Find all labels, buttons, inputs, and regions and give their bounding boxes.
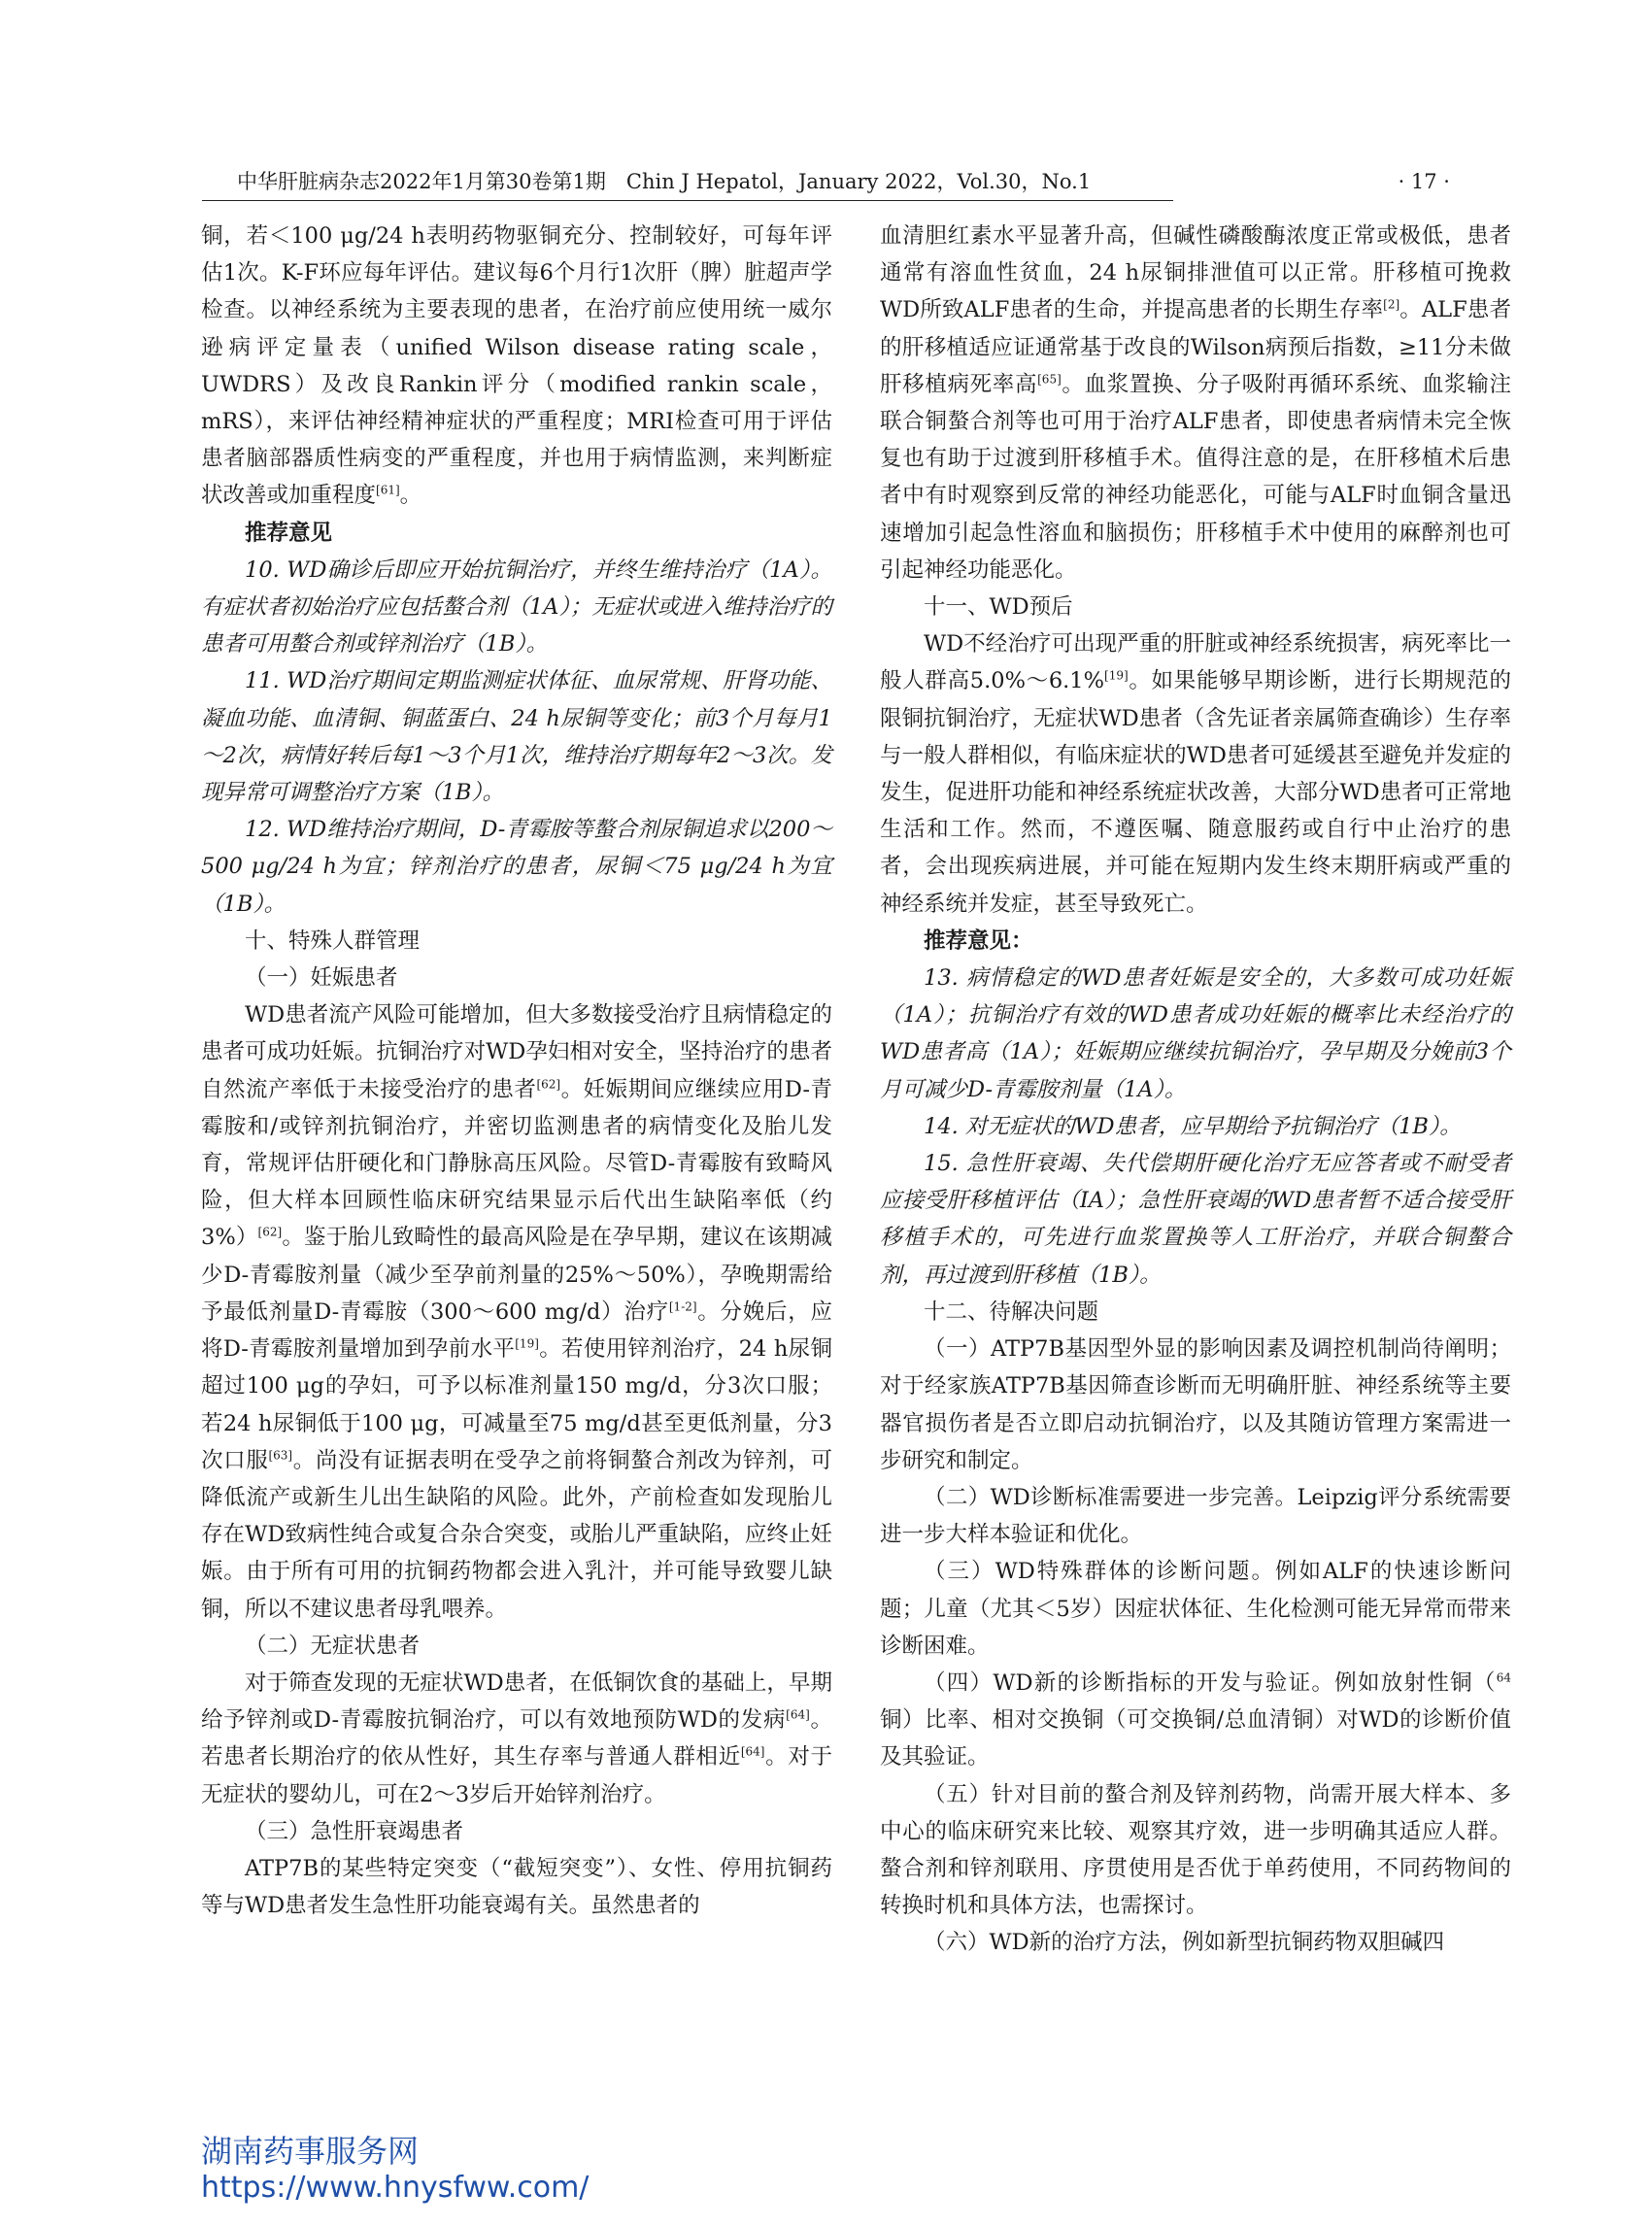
paragraph-text: WD患者流产风险可能增加，但大多数接受治疗且病情稳定的患者可成功妊娠。抗铜治疗对WD孕妇相对安全，坚持治疗的患者自然流产率低于未接受治疗的患者 [201, 1002, 832, 1102]
paragraph-text: （五）针对目前的螯合剂及锌剂药物，尚需开展大样本、多中心的临床研究来比较、观察其疗效，进一步明确其适应人群。螯合剂和锌剂联用、序贯使用是否优于单药使用，不同药物间的转换时机和具体方法，也需探讨。 [880, 1781, 1511, 1919]
citation-ref: [61] [376, 483, 400, 497]
paragraph-text: 。血浆置换、分子吸附再循环系统、血浆输注联合铜螯合剂等也可用于治疗ALF患者，即使患者病情未完全恢复也有助于过渡到肝移植手术。值得注意的是，在肝移植术后患者中有时观察到反常的神经功能恶化，可能与ALF时血铜含量迅速增加引起急性溶血和脑损伤；肝移植手术中使用的麻醉剂也可引起神经功能恶化。 [880, 371, 1511, 583]
paragraph [880, 1665, 1511, 1776]
paragraph [880, 625, 1511, 923]
paragraph-text: 。分娩后，应将D-青霉胺剂量增加到孕前水平 [201, 1298, 832, 1363]
paragraph-text: 推荐意见 [245, 520, 333, 546]
citation-ref: [62] [536, 1077, 561, 1092]
paragraph [880, 1553, 1511, 1665]
paragraph-text: （三）WD特殊群体的诊断问题。例如ALF的快速诊断问题；儿童（尤其＜5岁）因症状体征、生化检测可能无异常而带来诊断困难。 [880, 1559, 1511, 1659]
paragraph-text: 。如果能够早期诊断，进行长期规范的限铜抗铜治疗，无症状WD患者（含先证者亲属筛查确诊）生存率与一般人群相似，有临床症状的WD患者可延缓甚至避免并发症的发生，促进肝功能和神经系统症状改善，大部分WD患者可正常地生活和工作。然而，不遵医嘱、随意服药或自行中止治疗的患者，会出现疾病进展，并可能在短期内发生终末期肝病或严重的神经系统并发症，甚至导致死亡。 [880, 668, 1511, 917]
paragraph [201, 1813, 832, 1850]
paragraph-text: 10. WD确诊后即应开始抗铜治疗，并终生维持治疗（1A）。有症状者初始治疗应包括螯合剂（1A）；无症状或进入维持治疗的患者可用螯合剂或锌剂治疗（1B）。 [201, 556, 832, 657]
paragraph-text: 。若使用锌剂治疗，24 h尿铜超过100 μg的孕妇，可予以标准剂量150 mg/d，分3次口服；若24 h尿铜低于100 μg，可减量至75 mg/d甚至更低剂量，分3次口服 [201, 1336, 833, 1473]
paragraph-text: 十一、WD预后 [924, 594, 1073, 621]
paragraph [201, 1628, 832, 1665]
paragraph [880, 1145, 1511, 1294]
paragraph [201, 960, 832, 996]
header-rule [202, 200, 1173, 201]
paragraph-text: 推荐意见： [924, 927, 1033, 954]
paragraph [880, 923, 1511, 960]
journal-running-title: 中华肝脏病杂志2022年1月第30卷第1期 Chin J Hepatol，January 2022，Vol.30，No.1 [237, 170, 1092, 193]
paragraph [880, 218, 1511, 589]
paragraph [880, 1924, 1511, 1961]
paragraph-text: 十、特殊人群管理 [245, 927, 421, 954]
paragraph [201, 218, 832, 515]
paragraph-text: （一）妊娠患者 [245, 965, 398, 992]
citation-ref: [19] [515, 1336, 539, 1351]
paragraph [880, 1479, 1511, 1553]
paragraph [201, 1665, 832, 1813]
paragraph-text: 血清胆红素水平显著升高，但碱性磷酸酶浓度正常或极低，患者通常有溶血性贫血，24 h尿铜排泄值可以正常。肝移植可挽救WD所致ALF患者的生命，并提高患者的长期生存率 [880, 223, 1511, 323]
running-header [202, 169, 1450, 204]
paragraph-text: 。ALF患者的肝移植适应证通常基于改良的Wilson病预后指数，≥11分未做肝移植病死率高 [880, 297, 1511, 397]
citation-ref: [64] [786, 1707, 810, 1722]
paragraph-text: （四）WD新的诊断指标的开发与验证。例如放射性铜（ [924, 1669, 1497, 1696]
paragraph [880, 1108, 1511, 1145]
paragraph-text: 铜，若＜100 μg/24 h表明药物驱铜充分、控制较好，可每年评估1次。K-F环应每年评估。建议每6个月行1次肝（脾）脏超声学检查。以神经系统为主要表现的患者，在治疗前应使用统一威尔逊病评定量表（unified Wilson disease rating scale，UWDRS）及改良Rankin评分（modified rankin scale，mRS），来评估神经精神症状的严重程度；MRI检查可用于评估患者脑部器质性病变的严重程度，并也用于病情监测，来判断症状改善或加重程度 [201, 223, 832, 509]
citation-ref: [19] [1104, 668, 1129, 683]
paragraph-text: 11. WD治疗期间定期监测症状体征、血尿常规、肝肾功能、凝血功能、血清铜、铜蓝蛋白、24 h尿铜等变化；前3个月每月1～2次，病情好转后每1～3个月1次，维持治疗期每年2～3次。发现异常可调整治疗方案（1B）。 [201, 668, 832, 806]
paragraph-text: 12. WD维持治疗期间，D-青霉胺等螯合剂尿铜追求以200～500 μg/24 h为宜；锌剂治疗的患者，尿铜＜75 μg/24 h为宜（1B）。 [201, 817, 832, 917]
paragraph [201, 996, 832, 1627]
paragraph [201, 552, 832, 663]
paragraph-text: （二）无症状患者 [245, 1633, 421, 1659]
paragraph [201, 811, 832, 923]
paragraph [880, 960, 1511, 1108]
citation-ref: [65] [1037, 372, 1062, 387]
paragraph-text: 14. 对无症状的WD患者，应早期给予抗铜治疗（1B）。 [924, 1113, 1462, 1139]
paragraph-text: ATP7B的某些特定突变（“截短突变”）、女性、停用抗铜药等与WD患者发生急性肝功能衰竭有关。虽然患者的 [201, 1855, 832, 1919]
left-column [201, 218, 832, 1924]
citation-ref: [64] [740, 1744, 765, 1759]
paragraph-text: 。妊娠期间应继续应用D-青霉胺和/或锌剂抗铜治疗，并密切监测患者的病情变化及胎儿发育，常规评估肝硬化和门静脉高压风险。尽管D-青霉胺有致畸风险，但大样本回顾性临床研究结果显示后代出生缺陷率低（约3%） [201, 1076, 832, 1251]
paragraph-text: 。 [399, 483, 422, 509]
paragraph-text: 。鉴于胎儿致畸性的最高风险是在孕早期，建议在该期减少D-青霉胺剂量（减少至孕前剂量的25%～50%），孕晚期需给予最低剂量D-青霉胺（300～600 mg/d）治疗 [201, 1225, 832, 1325]
page-number: · 17 · [1398, 170, 1450, 193]
paragraph-text: 对于筛查发现的无症状WD患者，在低铜饮食的基础上，早期给予锌剂或D-青霉胺抗铜治疗，可以有效地预防WD的发病 [201, 1669, 832, 1734]
paragraph [201, 662, 832, 811]
citation-ref: 64 [1496, 1670, 1511, 1685]
paragraph-text: WD不经治疗可出现严重的肝脏或神经系统损害，病死率比一般人群高5.0%～6.1% [880, 631, 1511, 694]
paragraph-text: （二）WD诊断标准需要进一步完善。Leipzig评分系统需要进一步大样本验证和优化。 [880, 1484, 1511, 1548]
paragraph-text: 十二、待解决问题 [924, 1298, 1099, 1325]
paragraph-text: （三）急性肝衰竭患者 [245, 1818, 464, 1844]
paragraph [880, 1331, 1511, 1479]
paragraph-text: 。若患者长期治疗的依从性好，其生存率与普通人群相近 [201, 1707, 832, 1770]
paragraph [880, 1294, 1511, 1331]
citation-ref: [1-2] [668, 1299, 697, 1314]
footer-site-name: 湖南药事服务网 [201, 2133, 420, 2170]
footer-watermark [201, 2132, 589, 2206]
paragraph [201, 515, 832, 552]
paragraph [201, 923, 832, 960]
paragraph-text: 13. 病情稳定的WD患者妊娠是安全的，大多数可成功妊娠（1A）；抗铜治疗有效的WD患者成功妊娠的概率比未经治疗的WD患者高（1A）；妊娠期应继续抗铜治疗，孕早期及分娩前3个月可减少D-青霉胺剂量（1A）。 [880, 965, 1511, 1102]
citation-ref: [2] [1383, 297, 1400, 312]
paragraph [880, 1776, 1511, 1925]
paragraph [880, 589, 1511, 625]
paragraph-text: 。尚没有证据表明在受孕之前将铜螯合剂改为锌剂，可降低流产或新生儿出生缺陷的风险。此外，产前检查如发现胎儿存在WD致病性纯合或复合杂合突变，或胎儿严重缺陷，应终止妊娠。由于所有可用的抗铜药物都会进入乳汁，并可能导致婴儿缺铜，所以不建议患者母乳喂养。 [201, 1447, 832, 1622]
citation-ref: [62] [257, 1225, 283, 1239]
paragraph-text: 铜）比率、相对交换铜（可交换铜/总血清铜）对WD的诊断价值及其验证。 [880, 1707, 1511, 1770]
footer-url-link[interactable]: https://www.hnysfww.com/ [201, 2171, 590, 2205]
citation-ref: [63] [268, 1448, 293, 1463]
paragraph-text: 15. 急性肝衰竭、失代偿期肝硬化治疗无应答者或不耐受者应接受肝移植评估（IA）；急性肝衰竭的WD患者暂不适合接受肝移植手术的，可先进行血浆置换等人工肝治疗，并联合铜螯合剂，再过渡到肝移植（1B）。 [880, 1151, 1511, 1288]
paragraph [201, 1850, 832, 1924]
paragraph-text: （六）WD新的治疗方法，例如新型抗铜药物双胆碱四 [924, 1930, 1445, 1956]
paragraph-text: 。对于无症状的婴幼儿，可在2～3岁后开始锌剂治疗。 [201, 1744, 832, 1807]
paragraph-text: （一）ATP7B基因型外显的影响因素及调控机制尚待阐明；对于经家族ATP7B基因筛查诊断而无明确肝脏、神经系统等主要器官损伤者是否立即启动抗铜治疗，以及其随访管理方案需进一步研究和制定。 [880, 1336, 1511, 1473]
right-column [880, 218, 1511, 1962]
